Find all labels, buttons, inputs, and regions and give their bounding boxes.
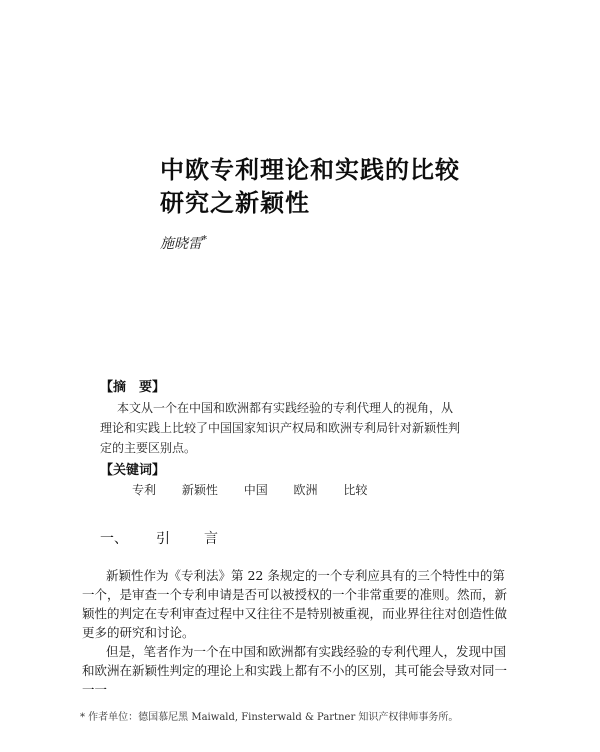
section-number: 一、 <box>100 531 128 547</box>
keyword: 新颖性 <box>181 483 218 497</box>
section-title-part: 言 <box>204 531 218 547</box>
abstract-line: 定的主要区别点。 <box>100 441 197 455</box>
footnote: * 作者单位：德国慕尼黑 Maiwald, Finsterwald & Partner 知识产权律师事务所。 <box>80 712 459 723</box>
author-name: 施晓雷 <box>160 236 202 252</box>
keywords-heading: 【关键词】 <box>100 463 166 478</box>
body-line: 颖性的判定在专利审查过程中又往往不是特别被重视，而业界往往对创造性做 <box>82 606 508 621</box>
keyword: 欧洲 <box>293 483 318 497</box>
body-line: 一个，是审查一个专利申请是否可以被授权的一个非常重要的准则。然而，新 <box>82 587 508 602</box>
keywords-list <box>132 481 389 498</box>
paper-title <box>160 154 460 220</box>
title-line-1: 中欧专利理论和实践的比较 <box>160 156 460 184</box>
body-line: 一一 <box>82 682 108 697</box>
body-text <box>82 566 522 699</box>
section-heading <box>100 528 218 548</box>
body-line: 但是，笔者作为一个在中国和欧洲都有实践经验的专利代理人，发现中国 <box>106 644 507 659</box>
abstract-body <box>100 398 500 458</box>
abstract-line: 本文从一个在中国和欧洲都有实践经验的专利代理人的视角，从 <box>117 401 454 415</box>
body-line: 更多的研究和讨论。 <box>82 625 195 640</box>
title-line-2: 研究之新颖性 <box>160 189 310 217</box>
author-footnote-mark: * <box>202 234 207 246</box>
abstract-heading: 【摘 要】 <box>100 380 166 395</box>
body-line: 和欧洲在新颖性判定的理论上和实践上都有不小的区别，其可能会导致对同一 <box>82 663 508 678</box>
author <box>160 233 207 253</box>
abstract-line: 理论和实践上比较了中国国家知识产权局和欧洲专利局针对新颖性判 <box>100 421 461 435</box>
keyword: 比较 <box>343 483 368 497</box>
section-title-part: 引 <box>156 531 170 547</box>
body-line: 新颖性作为《专利法》第 22 条规定的一个专利应具有的三个特性中的第 <box>106 568 505 583</box>
keyword: 专利 <box>132 483 157 497</box>
keyword: 中国 <box>243 483 268 497</box>
